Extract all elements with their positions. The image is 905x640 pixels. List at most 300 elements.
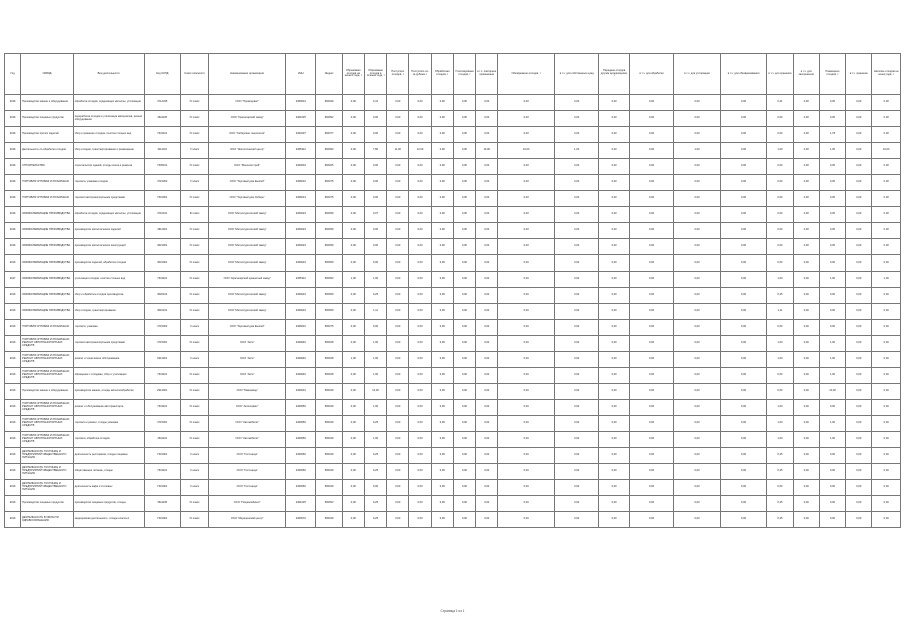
table-cell: 2016	[5, 287, 21, 303]
table-cell: 2460040	[286, 351, 316, 367]
table-cell: 0,00	[629, 335, 673, 351]
table-cell: 0,00	[554, 399, 598, 415]
table-cell: 2016	[5, 512, 21, 528]
table-cell: ремонт и обслуживание автотранспорта	[73, 399, 144, 415]
table-cell: 1,00	[364, 399, 386, 415]
table-cell: ТОРГОВЛЯ ОПТОВАЯ И РОЗНИЧНАЯ; РЕМОНТ АВТОТРАНСПОРТНЫХ СРЕДСТВ	[21, 335, 74, 351]
table-cell: 0,00	[819, 319, 845, 335]
table-cell: 0,00	[819, 496, 845, 512]
table-cell: сбор отходов, транспортирование и размещение	[73, 143, 144, 159]
table-cell: 0,00	[409, 303, 431, 319]
table-cell: 0,00	[409, 207, 431, 223]
table-cell: 0,00	[476, 255, 498, 271]
table-cell: IV класс	[180, 159, 208, 175]
table-cell: 0,00	[819, 207, 845, 223]
table-cell: 1,00	[767, 271, 793, 287]
table-cell: 2465312	[286, 143, 316, 159]
table-cell: 0,00	[498, 448, 555, 464]
table-cell: 4712345	[144, 95, 180, 111]
table-cell: 1,00	[819, 367, 845, 383]
table-cell: ДЕЯТЕЛЬНОСТЬ В ОБЛАСТИ ЗДРАВООХРАНЕНИЯ	[21, 512, 74, 528]
column-header: Наименование организации	[209, 54, 286, 95]
table-cell: обработка отходов, содержащих металлы, утилизация	[73, 207, 144, 223]
table-cell: 0,00	[554, 319, 598, 335]
table-cell: 2016	[5, 175, 21, 191]
table-cell: 0,00	[453, 111, 475, 127]
table-cell: 0,00	[387, 175, 409, 191]
table-cell: 2016	[5, 95, 21, 111]
table-cell: 0,00	[409, 287, 431, 303]
table-cell: 0,25	[767, 496, 793, 512]
table-cell: ОБРАБАТЫВАЮЩИЕ ПРОИЗВОДСТВА	[21, 223, 74, 239]
table-cell: 0,00	[872, 111, 901, 127]
table-cell: 0,00	[387, 319, 409, 335]
table-cell: 7331001	[144, 191, 180, 207]
table-cell: 0,00	[387, 255, 409, 271]
table-cell: 9211001	[144, 351, 180, 367]
table-cell: 0,00	[554, 95, 598, 111]
table-cell: 0,00	[846, 95, 872, 111]
table-cell: 0,00	[342, 127, 364, 143]
table-cell: 2016	[5, 303, 21, 319]
table-cell: 0,00	[599, 223, 629, 239]
table-cell: 0,00	[554, 159, 598, 175]
table-cell: 2460004	[286, 159, 316, 175]
table-cell: 0,00	[342, 207, 364, 223]
table-cell: V класс	[180, 143, 208, 159]
table-cell: 0,00	[629, 319, 673, 335]
table-cell: 0,00	[793, 239, 819, 255]
table-cell: 0,00	[554, 303, 598, 319]
table-cell: 0,00	[554, 480, 598, 496]
table-cell: 0,00	[629, 191, 673, 207]
table-cell: 0,00	[387, 448, 409, 464]
table-cell: 0,00	[846, 223, 872, 239]
table-cell: 0,00	[629, 159, 673, 175]
table-cell: ООО "Автомобили"	[209, 431, 286, 447]
table-row	[5, 111, 901, 127]
table-cell: ООО "Медицинский центр"	[209, 512, 286, 528]
table-cell: 0,00	[793, 175, 819, 191]
table-cell: 0,00	[720, 383, 767, 399]
table-cell: 4620101	[144, 287, 180, 303]
table-cell: IV класс	[180, 255, 208, 271]
table-cell: 660049	[316, 383, 342, 399]
table-cell: ООО "Металлургический завод"	[209, 255, 286, 271]
table-cell: 2466010	[286, 175, 316, 191]
table-cell: 0,41	[364, 95, 386, 111]
table-cell: 0,00	[554, 207, 598, 223]
table-cell: 0,00	[674, 480, 721, 496]
table-cell: 0,00	[554, 127, 598, 143]
table-cell: 0,00	[629, 399, 673, 415]
table-cell: 2460023	[286, 287, 316, 303]
table-cell: 0,00	[599, 255, 629, 271]
table-cell: 0,00	[720, 496, 767, 512]
table-cell: 0,00	[431, 111, 453, 127]
table-cell: 660049	[316, 415, 342, 431]
table-cell: 0,00	[453, 496, 475, 512]
table-cell: 660049	[316, 512, 342, 528]
table-cell: 0,00	[498, 95, 555, 111]
table-cell: ОБРАБАТЫВАЮЩИЕ ПРОИЗВОДСТВА	[21, 239, 74, 255]
table-cell: 2016	[5, 367, 21, 383]
table-cell: 0,00	[767, 127, 793, 143]
table-cell: 2460023	[286, 239, 316, 255]
table-row	[5, 512, 901, 528]
table-cell: 0,00	[498, 512, 555, 528]
table-row	[5, 415, 901, 431]
table-cell: 0,00	[674, 255, 721, 271]
table-cell: IV класс	[180, 383, 208, 399]
table-cell: 0,00	[364, 255, 386, 271]
table-cell: 0,00	[554, 383, 598, 399]
table-cell: 0,00	[720, 255, 767, 271]
table-cell: 0,00	[387, 512, 409, 528]
table-cell: 0,00	[409, 448, 431, 464]
table-cell: 0,00	[720, 287, 767, 303]
table-cell: 0,00	[387, 303, 409, 319]
table-cell: 0,00	[720, 319, 767, 335]
table-cell: 10,00	[819, 383, 845, 399]
table-cell: ООО "Металлургический завод"	[209, 287, 286, 303]
table-cell: 0,00	[453, 287, 475, 303]
table-cell: 0,00	[342, 431, 364, 447]
table-cell: 0,00	[599, 111, 629, 127]
table-cell: 1,00	[819, 351, 845, 367]
table-cell: 0,00	[409, 496, 431, 512]
table-cell: 1,00	[554, 143, 598, 159]
table-cell: 0,00	[554, 223, 598, 239]
table-cell: ООО "Авто"	[209, 335, 286, 351]
table-cell: 0,00	[342, 464, 364, 480]
table-cell: ТОРГОВЛЯ ОПТОВАЯ И РОЗНИЧНАЯ	[21, 175, 74, 191]
table-cell: 0,00	[793, 191, 819, 207]
table-cell: 0,00	[409, 383, 431, 399]
table-cell: 0,00	[846, 351, 872, 367]
table-row	[5, 303, 901, 319]
table-cell: торговля, обработка отходов	[73, 431, 144, 447]
table-cell: 2016	[5, 159, 21, 175]
table-cell: IV класс	[180, 239, 208, 255]
table-cell: 660059	[316, 223, 342, 239]
table-cell: 0,00	[819, 191, 845, 207]
table-cell: 4610101	[144, 303, 180, 319]
table-cell: 0,00	[846, 111, 872, 127]
table-cell: 0,00	[476, 367, 498, 383]
table-cell: 0,00	[476, 271, 498, 287]
table-cell: 0,00	[674, 367, 721, 383]
table-cell: 0,00	[453, 335, 475, 351]
table-cell: 0,00	[431, 335, 453, 351]
table-cell: 0,00	[846, 303, 872, 319]
table-cell: 7331001	[144, 480, 180, 496]
table-cell: 0,00	[872, 415, 901, 431]
table-cell: 0,00	[599, 351, 629, 367]
table-cell: 0,00	[674, 464, 721, 480]
table-cell: Производство пищевых продуктов	[21, 111, 74, 127]
table-cell: 0,00	[364, 239, 386, 255]
table-cell: ДЕЯТЕЛЬНОСТЬ ГОСТИНИЦ И ПРЕДПРИЯТИЙ ОБЩЕСТВЕННОГО ПИТАНИЯ	[21, 464, 74, 480]
table-cell: 2016	[5, 496, 21, 512]
table-cell: 10,00	[498, 143, 555, 159]
table-cell: 0,00	[793, 287, 819, 303]
table-cell: 0,00	[793, 351, 819, 367]
table-cell: IV класс	[180, 127, 208, 143]
table-cell: 0,00	[674, 383, 721, 399]
table-cell: 0,00	[629, 303, 673, 319]
table-cell: 0,00	[846, 175, 872, 191]
table-cell: 0,00	[476, 95, 498, 111]
table-cell: 2466013	[286, 191, 316, 207]
table-cell: 0,00	[629, 383, 673, 399]
table-cell: ООО "Машзавод"	[209, 383, 286, 399]
table-cell: 0,00	[554, 271, 598, 287]
table-cell: 0,00	[674, 111, 721, 127]
table-cell: 0,00	[599, 303, 629, 319]
table-cell: 1,00	[872, 271, 901, 287]
table-cell: 0,00	[629, 415, 673, 431]
table-cell: 2016	[5, 351, 21, 367]
table-cell: 660075	[316, 175, 342, 191]
table-cell: ООО "Автомобили"	[209, 415, 286, 431]
table-cell: 0,00	[431, 175, 453, 191]
table-cell: ТОРГОВЛЯ ОПТОВАЯ И РОЗНИЧНАЯ; РЕМОНТ АВТОТРАНСПОРТНЫХ СРЕДСТВ	[21, 367, 74, 383]
table-cell: 0,00	[431, 351, 453, 367]
table-cell: 0,00	[846, 239, 872, 255]
table-cell: 0,00	[793, 415, 819, 431]
column-header: в т.ч. для обработки	[629, 54, 673, 95]
table-cell: 1,00	[364, 351, 386, 367]
table-cell: 0,00	[409, 335, 431, 351]
table-cell: 0,00	[599, 431, 629, 447]
table-cell: 0,00	[498, 207, 555, 223]
table-cell: 0,00	[476, 431, 498, 447]
table-cell: 0,00	[342, 255, 364, 271]
table-cell: 0,00	[476, 399, 498, 415]
table-cell: 4621001	[144, 239, 180, 255]
table-cell: 660059	[316, 303, 342, 319]
table-cell: 660049	[316, 399, 342, 415]
table-cell: 0,00	[872, 239, 901, 255]
table-cell: 0,00	[498, 175, 555, 191]
table-cell: 0,00	[793, 303, 819, 319]
table-cell: IV класс	[180, 287, 208, 303]
table-cell: 0,25	[364, 512, 386, 528]
table-cell: 0,00	[476, 383, 498, 399]
table-cell: 0,00	[793, 431, 819, 447]
table-row	[5, 255, 901, 271]
table-cell: 660075	[316, 191, 342, 207]
table-cell: 0,00	[409, 223, 431, 239]
table-cell: 0,00	[629, 287, 673, 303]
table-cell: 0,00	[342, 287, 364, 303]
table-cell: 0,00	[431, 464, 453, 480]
table-row	[5, 143, 901, 159]
table-cell: 0,00	[387, 159, 409, 175]
table-cell: 0,00	[599, 95, 629, 111]
table-cell: 4715301	[144, 335, 180, 351]
table-cell: 0,00	[846, 464, 872, 480]
table-cell: 0,00	[409, 431, 431, 447]
column-header: Поступило отходов, т	[387, 54, 409, 95]
table-cell: 0,00	[793, 271, 819, 287]
column-header: Образовано отходов на начало года, т	[342, 54, 364, 95]
table-cell: 0,00	[846, 399, 872, 415]
table-cell: V класс	[180, 319, 208, 335]
table-cell: 0,00	[720, 431, 767, 447]
table-cell: 0,00	[872, 512, 901, 528]
column-header: в т.ч. повторное применение	[476, 54, 498, 95]
table-cell: 2460001	[286, 383, 316, 399]
table-cell: 0,00	[629, 175, 673, 191]
table-cell: ОБРАБАТЫВАЮЩИЕ ПРОИЗВОДСТВА	[21, 287, 74, 303]
table-cell: 0,00	[409, 239, 431, 255]
table-cell: 0,00	[476, 496, 498, 512]
table-row	[5, 480, 901, 496]
table-cell: 0,25	[364, 448, 386, 464]
table-cell: 0,00	[453, 480, 475, 496]
table-cell: 0,00	[674, 239, 721, 255]
table-cell: 0,00	[819, 175, 845, 191]
table-cell: 0,00	[872, 159, 901, 175]
table-cell: 0,00	[599, 271, 629, 287]
table-cell: ОБРАБАТЫВАЮЩИЕ ПРОИЗВОДСТВА	[21, 303, 74, 319]
table-cell: IV класс	[180, 303, 208, 319]
table-cell: 0,00	[720, 303, 767, 319]
table-cell: 0,00	[554, 448, 598, 464]
table-cell: 0,00	[599, 383, 629, 399]
table-cell: 3611105	[144, 111, 180, 127]
table-cell: ООО "Металлургический завод"	[209, 239, 286, 255]
table-row	[5, 335, 901, 351]
column-header: в т.ч. для утилизации	[674, 54, 721, 95]
table-cell: 660049	[316, 464, 342, 480]
table-cell: 0,00	[387, 431, 409, 447]
table-row	[5, 448, 901, 464]
table-cell: 2016	[5, 464, 21, 480]
table-cell: 2016	[5, 399, 21, 415]
column-header: ИНН	[286, 54, 316, 95]
table-cell: 1,00	[819, 271, 845, 287]
table-cell: производство металлических конструкций	[73, 239, 144, 255]
table-cell: ДЕЯТЕЛЬНОСТЬ ГОСТИНИЦ И ПРЕДПРИЯТИЙ ОБЩЕСТВЕННОГО ПИТАНИЯ	[21, 448, 74, 464]
table-cell: 0,00	[554, 431, 598, 447]
table-cell: 0,00	[872, 480, 901, 496]
table-cell: 0,00	[431, 143, 453, 159]
table-cell: 0,00	[409, 512, 431, 528]
column-header: Вид деятельности	[73, 54, 144, 95]
table-cell: 0,00	[387, 415, 409, 431]
table-cell: 0,00	[819, 303, 845, 319]
table-cell: ТОРГОВЛЯ ОПТОВАЯ И РОЗНИЧНАЯ; РЕМОНТ АВТОТРАНСПОРТНЫХ СРЕДСТВ	[21, 431, 74, 447]
table-cell: 0,00	[342, 512, 364, 528]
table-cell: 0,00	[409, 111, 431, 127]
table-cell: 0,00	[793, 480, 819, 496]
table-cell: 0,00	[387, 464, 409, 480]
table-cell: 2450001	[286, 95, 316, 111]
table-cell: 2016	[5, 448, 21, 464]
table-cell: 0,00	[674, 175, 721, 191]
table-cell: 660028	[316, 367, 342, 383]
table-cell: 0,00	[599, 175, 629, 191]
table-cell: 0,00	[387, 335, 409, 351]
table-cell: 0,00	[819, 111, 845, 127]
table-cell: 1,00	[767, 351, 793, 367]
table-cell: 0,00	[872, 191, 901, 207]
table-cell: 0,00	[846, 271, 872, 287]
table-cell: 0,00	[674, 287, 721, 303]
table-cell: 0,00	[599, 367, 629, 383]
table-cell: 0,00	[599, 319, 629, 335]
table-cell: 0,00	[476, 191, 498, 207]
table-cell: 4710101	[144, 207, 180, 223]
table-cell: 0,00	[819, 223, 845, 239]
table-cell: ООО "Гостиница"	[209, 448, 286, 464]
table-cell: 0,00	[387, 496, 409, 512]
table-cell: 660049	[316, 480, 342, 496]
table-cell: 0,00	[476, 415, 498, 431]
table-row	[5, 399, 901, 415]
table-cell: 0,00	[387, 239, 409, 255]
table-cell: 2460050	[286, 431, 316, 447]
table-cell: 0,00	[720, 223, 767, 239]
table-cell: 0,00	[387, 223, 409, 239]
table-cell: 0,00	[409, 271, 431, 287]
table-cell: 2460040	[286, 335, 316, 351]
table-cell: 0,00	[431, 223, 453, 239]
table-cell: 2461025	[286, 496, 316, 512]
table-cell: 0,00	[364, 480, 386, 496]
table-cell: 0,00	[554, 464, 598, 480]
table-cell: 0,00	[846, 191, 872, 207]
table-cell: 0,25	[364, 496, 386, 512]
table-cell: ТОРГОВЛЯ ОПТОВАЯ И РОЗНИЧНАЯ; РЕМОНТ АВТОТРАНСПОРТНЫХ СРЕДСТВ	[21, 399, 74, 415]
table-cell: 0,00	[498, 255, 555, 271]
table-cell: 0,00	[872, 351, 901, 367]
table-cell: 0,00	[872, 287, 901, 303]
table-cell: 0,25	[767, 512, 793, 528]
table-cell: ремонт и техническое обслуживание	[73, 351, 144, 367]
table-cell: 0,00	[342, 239, 364, 255]
table-cell: 1,78	[819, 127, 845, 143]
table-cell: 0,00	[599, 207, 629, 223]
table-row	[5, 271, 901, 287]
table-cell: 0,00	[476, 207, 498, 223]
table-cell: 0,00	[431, 399, 453, 415]
table-cell: IV класс	[180, 431, 208, 447]
table-cell: Производство прочих изделий	[21, 127, 74, 143]
page-footer: Страница 1 из 1	[440, 609, 465, 613]
table-cell: 0,00	[476, 175, 498, 191]
table-cell: 0,00	[767, 239, 793, 255]
table-cell: 0,00	[793, 319, 819, 335]
table-cell: ООО "Металлургический завод"	[209, 207, 286, 223]
table-cell: 0,00	[846, 255, 872, 271]
table-cell: 0,00	[846, 512, 872, 528]
table-cell: торговля, упаковка	[73, 319, 144, 335]
table-cell: 0,00	[767, 319, 793, 335]
table-cell: 0,00	[674, 223, 721, 239]
table-cell: 2463207	[286, 127, 316, 143]
table-cell: 0,25	[767, 464, 793, 480]
table-cell: сбор и обработка отходов производства	[73, 287, 144, 303]
table-cell: 1,00	[767, 415, 793, 431]
table-cell: 0,00	[431, 207, 453, 223]
table-cell: 0,00	[846, 127, 872, 143]
table-cell: 0,00	[793, 143, 819, 159]
table-cell: 2460023	[286, 255, 316, 271]
